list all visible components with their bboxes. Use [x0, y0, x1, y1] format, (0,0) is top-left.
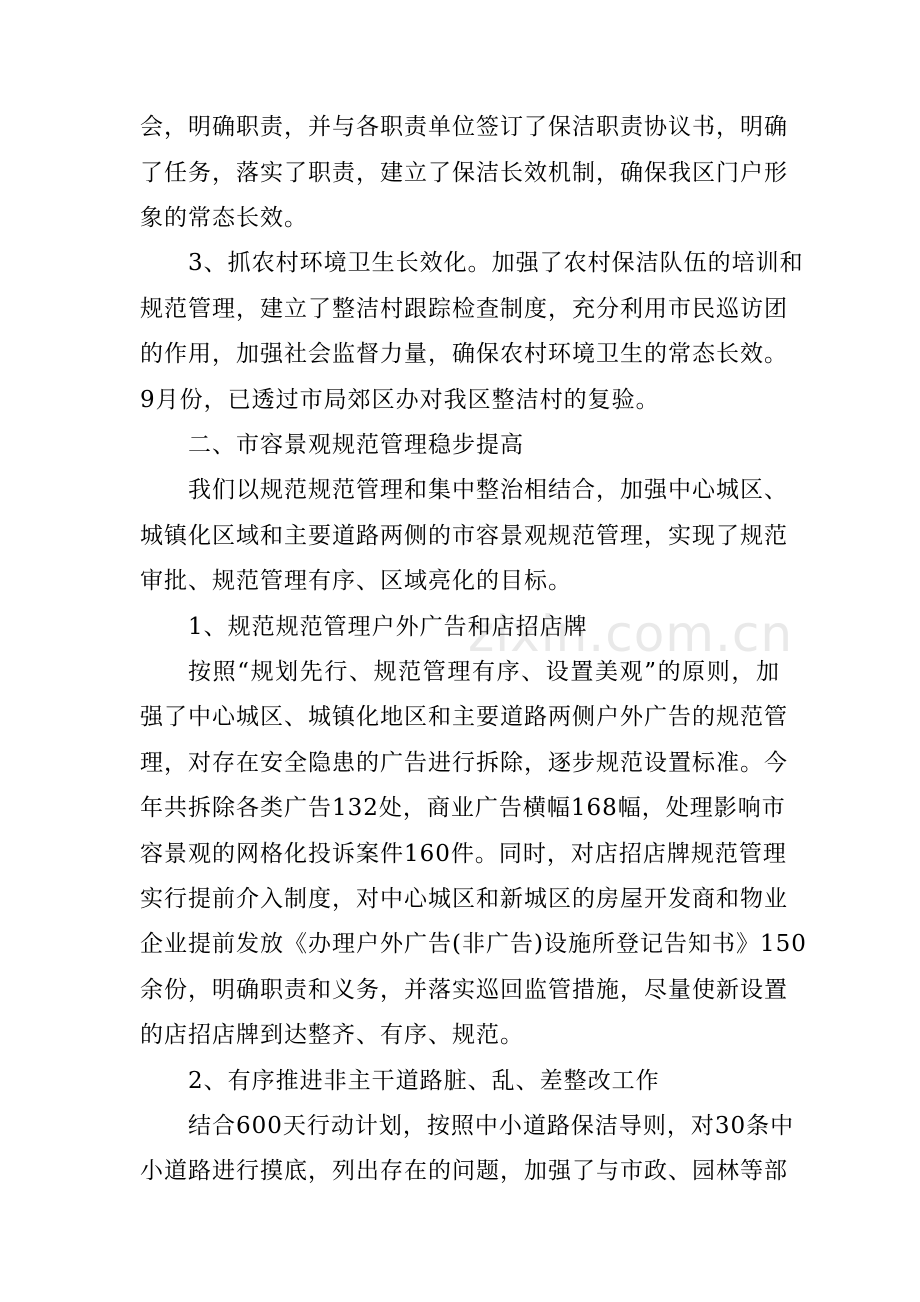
text-line: 实行提前介入制度，对中心城区和新城区的房屋开发商和物业	[140, 886, 788, 912]
text-line: 3、抓农村环境卫生长效化。加强了农村保洁队伍的培训和	[188, 250, 804, 276]
subsection-heading: 2、有序推进非主干道路脏、乱、差整改工作	[188, 1068, 660, 1094]
subsection-heading: 1、规范规范管理户外广告和店招店牌	[188, 614, 588, 640]
text-line: 的作用，加强社会监督力量，确保农村环境卫生的常态长效。	[140, 341, 788, 367]
text-line: 年共拆除各类广告132处，商业广告横幅168幅，处理影响市	[140, 795, 786, 821]
text-line: 我们以规范规范管理和集中整治相结合，加强中心城区、	[188, 477, 788, 503]
text-line: 会，明确职责，并与各职责单位签订了保洁职责协议书，明确	[140, 114, 788, 140]
text-line: 按照“规划先行、规范管理有序、设置美观”的原则，加	[188, 659, 780, 685]
text-line: 城镇化区域和主要道路两侧的市容景观规范管理，实现了规范	[140, 523, 788, 549]
text-line: 小道路进行摸底，列出存在的问题，加强了与市政、园林等部	[140, 1158, 788, 1184]
text-line: 象的常态长效。	[140, 205, 308, 231]
text-line: 理，对存在安全隐患的广告进行拆除，逐步规范设置标准。今	[140, 750, 788, 776]
text-line: 余份，明确职责和义务，并落实巡回监管措施，尽量使新设置	[140, 977, 788, 1003]
watermark: zixin.com.cn	[468, 605, 794, 663]
text-line: 审批、规范管理有序、区域亮化的目标。	[140, 568, 572, 594]
text-line: 规范管理，建立了整洁村跟踪检查制度，充分利用市民巡访团	[140, 296, 788, 322]
text-line: 结合600天行动计划，按照中小道路保洁导则，对30条中	[188, 1113, 795, 1139]
text-line: 了任务，落实了职责，建立了保洁长效机制，确保我区门户形	[140, 160, 788, 186]
text-line: 的店招店牌到达整齐、有序、规范。	[140, 1022, 524, 1048]
section-heading: 二、市容景观规范管理稳步提高	[188, 432, 524, 458]
text-line: 强了中心城区、城镇化地区和主要道路两侧户外广告的规范管	[140, 704, 788, 730]
text-line: 容景观的网格化投诉案件160件。同时，对店招店牌规范管理	[140, 841, 787, 867]
text-line: 9月份，已透过市局郊区办对我区整洁村的复验。	[140, 387, 660, 413]
text-line: 企业提前发放《办理户外广告(非广告)设施所登记告知书》150	[140, 931, 807, 957]
